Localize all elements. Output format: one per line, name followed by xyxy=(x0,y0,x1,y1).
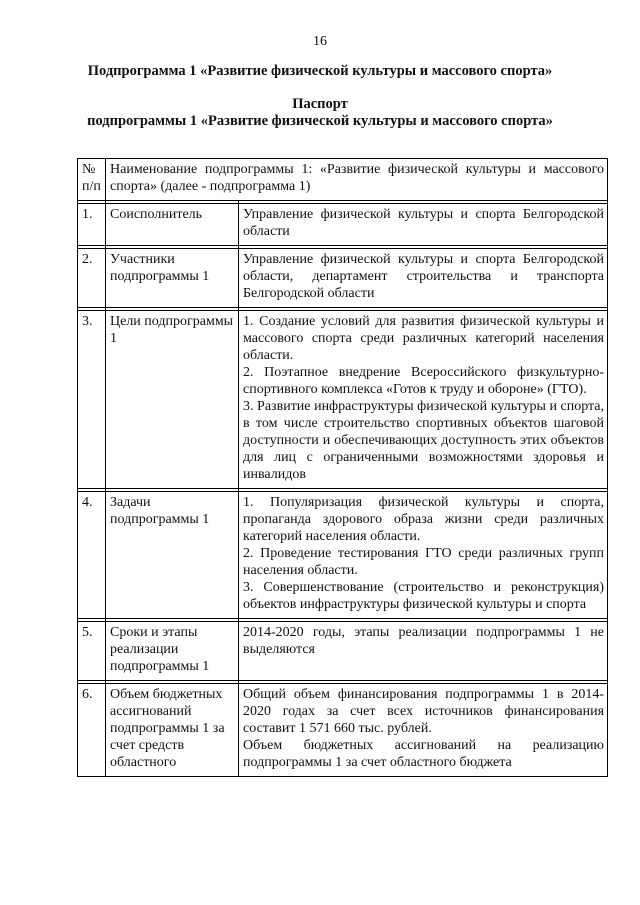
row-name: Задачи подпрограммы 1 xyxy=(106,492,239,619)
value-paragraph: 1. Популяризация физической культуры и спорта, пропаганда здорового образа жизни среди различных категорий населения области. xyxy=(243,495,605,544)
value-paragraph: 2014-2020 годы, этапы реализации подпрограммы 1 не выделяются xyxy=(243,625,605,657)
table-row xyxy=(78,204,608,246)
row-number: 4. xyxy=(78,492,106,619)
row-value xyxy=(239,684,608,777)
header-title-cell: Наименование подпрограммы 1: «Развитие физической культуры и массового спорта» (далее - подпрограмма 1) xyxy=(106,159,608,201)
table-row xyxy=(78,622,608,681)
header-num-cell: № п/п xyxy=(78,159,106,201)
row-value xyxy=(239,622,608,681)
table-row xyxy=(78,492,608,619)
value-paragraph: Общий объем финансирования подпрограммы 1 в 2014-2020 годах за счет всех источников финансирования составит 1 571 660 тыс. рублей. xyxy=(243,687,605,736)
value-paragraph: Объем бюджетных ассигнований на реализацию подпрограммы 1 за счет областного бюджета xyxy=(243,738,605,770)
row-value xyxy=(239,249,608,308)
value-paragraph: 3. Совершенствование (строительство и реконструкция) объектов инфраструктуры физической культуры и спорта xyxy=(243,580,605,612)
row-name: Участники подпрограммы 1 xyxy=(106,249,239,308)
row-name: Цели подпрограммы 1 xyxy=(106,311,239,489)
value-paragraph: 1. Создание условий для развития физической культуры и массового спорта среди различных категорий населения области. xyxy=(243,314,605,363)
row-name: Сроки и этапы реализации подпрограммы 1 xyxy=(106,622,239,681)
row-number: 6. xyxy=(78,684,106,777)
passport-table xyxy=(77,158,608,777)
page-number: 16 xyxy=(313,34,327,49)
row-value xyxy=(239,204,608,246)
row-name: Соисполнитель xyxy=(106,204,239,246)
row-value xyxy=(239,492,608,619)
document-title: Подпрограмма 1 «Развитие физической культуры и массового спорта» xyxy=(87,63,553,79)
row-number: 1. xyxy=(78,204,106,246)
passport-heading: Паспорт xyxy=(292,96,348,112)
value-paragraph: 2. Проведение тестирования ГТО среди различных групп населения области. xyxy=(243,546,605,578)
passport-subheading: подпрограммы 1 «Развитие физической культуры и массового спорта» xyxy=(87,113,553,129)
table-row xyxy=(78,249,608,308)
value-paragraph: Управление физической культуры и спорта Белгородской области xyxy=(243,207,605,239)
row-name: Объем бюджетных ассигнований подпрограммы 1 за счет средств областного xyxy=(106,684,239,777)
row-value xyxy=(239,311,608,489)
table-row xyxy=(78,311,608,489)
table-row xyxy=(78,684,608,777)
row-number: 5. xyxy=(78,622,106,681)
value-paragraph: 3. Развитие инфраструктуры физической культуры и спорта, в том числе строительство спортивных объектов шаговой доступности и обеспечивающих доступность этих объектов для лиц с ограниченными возможностями здоровья и инвалидов xyxy=(243,399,605,482)
value-paragraph: 2. Поэтапное внедрение Всероссийского физкультурно-спортивного комплекса «Готов к труду и обороне» (ГТО). xyxy=(243,365,605,397)
value-paragraph: Управление физической культуры и спорта Белгородской области, департамент строительства и транспорта Белгородской области xyxy=(243,252,605,301)
row-number: 2. xyxy=(78,249,106,308)
table-header-row xyxy=(78,159,608,201)
row-number: 3. xyxy=(78,311,106,489)
